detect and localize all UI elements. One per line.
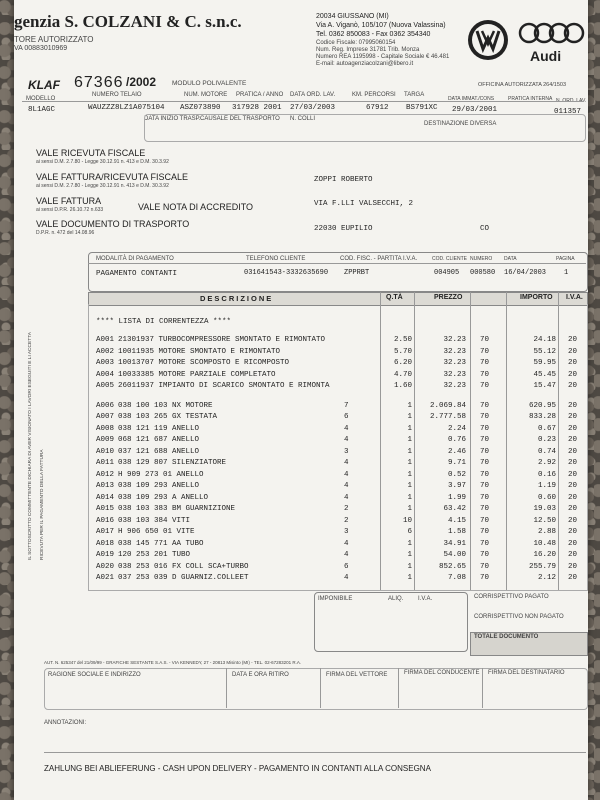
- cell-desc: 038 121 119 ANELLO: [118, 424, 200, 433]
- company-rea: Numero REA 1195998 - Capitale Sociale € 46.481: [316, 54, 450, 60]
- cell-code: A018: [96, 539, 115, 548]
- cell-p: 9.71: [447, 459, 466, 467]
- cell-desc: 037 121 688 ANELLO: [118, 447, 200, 456]
- table-row: [14, 517, 588, 527]
- cell-code: A004: [96, 370, 115, 379]
- cell-imp: 59.95: [533, 359, 556, 367]
- label-telaio: NUMERO TELAIO: [92, 92, 142, 98]
- payment-divider: [88, 263, 586, 264]
- label-ord-lav: N. ORD. LAV.: [556, 98, 587, 104]
- cell-p: 34.91: [443, 539, 466, 548]
- table-row: [14, 471, 588, 481]
- cell-q: 1: [407, 493, 412, 502]
- cell-d: 70: [480, 382, 490, 390]
- cell-desc: 10011935 MOTORE SMONTATO E RIMONTATO: [118, 347, 281, 356]
- table-row: [14, 402, 588, 412]
- cell-iva: 20: [568, 347, 578, 356]
- label-aliquota: ALIQ.: [388, 596, 404, 602]
- label-data-ritiro: DATA E ORA RITIRO: [232, 672, 289, 678]
- label-data-ord: DATA ORD. LAV.: [290, 92, 336, 98]
- cell-code: A005: [96, 382, 115, 390]
- label-modello: MODELLO: [26, 96, 56, 102]
- value-modalita-pagamento: PAGAMENTO CONTANTI: [96, 270, 178, 278]
- doc-type-ricevuta: VALE RICEVUTA FISCALE: [36, 148, 146, 158]
- cell-imp: 0.60: [537, 493, 556, 502]
- label-totale-documento: TOTALE DOCUMENTO: [474, 634, 539, 640]
- cell-n: 3: [344, 447, 349, 456]
- cell-d: 70: [480, 562, 490, 571]
- cell-iva: 20: [568, 436, 578, 444]
- cell-imp: 15.47: [533, 382, 556, 390]
- value-numero: 000580: [470, 269, 496, 277]
- cell-imp: 620.95: [528, 401, 556, 410]
- modulo-label: MODULO POLIVALENTE: [172, 80, 247, 87]
- cell-code: A011: [96, 459, 115, 467]
- value-telefono-cliente: 031641543-3332635690: [244, 269, 329, 277]
- label-ragione-sociale: RAGIONE SOCIALE E INDIRIZZO: [48, 672, 141, 678]
- cell-q: 10: [402, 516, 412, 525]
- cell-q: 1: [407, 459, 412, 467]
- table-row: [14, 540, 588, 550]
- cell-iva: 20: [568, 562, 578, 571]
- table-row: [14, 413, 588, 423]
- table-row: [14, 336, 588, 346]
- cell-d: 70: [480, 413, 490, 421]
- annotazioni-line: [44, 752, 586, 753]
- cell-code: A007: [96, 413, 115, 421]
- cell-n: 2: [344, 516, 349, 525]
- cell-iva: 20: [568, 551, 578, 559]
- cell-code: A003: [96, 359, 115, 367]
- cell-iva: 20: [568, 447, 578, 456]
- cell-n: 4: [344, 470, 349, 479]
- col-descrizione: DESCRIZIONE: [200, 294, 274, 303]
- cell-d: 70: [480, 424, 490, 433]
- cell-iva: 20: [568, 539, 578, 548]
- audi-wordmark: Audi: [530, 48, 562, 64]
- cell-n: 4: [344, 493, 349, 502]
- cell-imp: 0.23: [537, 436, 556, 444]
- label-corrispettivo-pagato: CORRISPETTIVO PAGATO: [474, 594, 549, 600]
- footer-sep-2: [320, 668, 321, 708]
- cell-imp: 10.48: [533, 539, 556, 548]
- label-causale: CAUSALE DEL TRASPORTO: [200, 116, 280, 122]
- doc-type-fattura-ricevuta: VALE FATTURA/RICEVUTA FISCALE: [36, 172, 189, 182]
- cell-desc: 038 145 771 AA TUBO: [118, 539, 204, 548]
- cell-p: 1.58: [447, 528, 466, 536]
- table-row: [14, 371, 588, 381]
- label-targa: TARGA: [404, 92, 425, 98]
- value-motore: ASZ073890: [180, 104, 221, 112]
- cell-imp: 12.50: [533, 516, 556, 525]
- value-telaio: WAUZZZ8LZ1A075104: [88, 104, 165, 112]
- cell-code: A008: [96, 424, 115, 433]
- cell-q: 1: [407, 551, 412, 559]
- col-importo: IMPORTO: [520, 294, 553, 301]
- klaf-label: KLAF: [28, 78, 60, 92]
- table-row: [14, 425, 588, 435]
- cell-q: 1: [407, 505, 412, 513]
- cell-code: A012: [96, 470, 115, 479]
- footer-sep-3: [398, 668, 399, 708]
- cell-iva: 20: [568, 516, 578, 525]
- cell-n: 4: [344, 539, 349, 548]
- cell-imp: 2.12: [537, 574, 556, 582]
- value-modello: 8L1AGC: [28, 106, 56, 114]
- cell-d: 70: [480, 493, 490, 502]
- table-row: [14, 448, 588, 458]
- company-name: genzia S. COLZANI & C. s.n.c.: [14, 12, 242, 31]
- cell-d: 70: [480, 505, 490, 513]
- label-pagina: PAGINA: [556, 256, 575, 262]
- company-vat: VA 00883010969: [14, 45, 68, 52]
- cell-desc: 038 103 383 BM GUARNIZIONE: [118, 505, 236, 513]
- cell-p: 2.777.58: [429, 413, 466, 421]
- table-row: [14, 436, 588, 446]
- label-km: KM. PERCORSI: [352, 92, 396, 98]
- cell-desc: 10013707 MOTORE SCOMPOSTO E RICOMPOSTO: [118, 359, 290, 367]
- company-addr1: 20034 GIUSSANO (MI): [316, 13, 389, 20]
- cell-iva: 20: [568, 482, 578, 490]
- officina-label: OFFICINA AUTORIZZATA 264/1503: [478, 82, 567, 88]
- company-cf: Codice Fiscale: 07995060154: [316, 40, 396, 46]
- cell-q: 1: [407, 424, 412, 433]
- cell-desc: 26011937 IMPIANTO DI SCARICO SMONTATO E RIMONTA: [118, 382, 330, 390]
- cell-n: 4: [344, 424, 349, 433]
- cell-imp: 16.20: [533, 551, 556, 559]
- cell-code: A014: [96, 493, 115, 502]
- customer-city: 22030 EUPILIO: [314, 225, 373, 233]
- company-addr2: Via A. Viganò, 105/107 (Nuova Valassina): [316, 22, 446, 29]
- transport-box: [144, 114, 586, 142]
- list-title: **** LISTA DI CORRENTEZZA ****: [96, 318, 232, 326]
- cell-iva: 20: [568, 459, 578, 467]
- cell-n: 4: [344, 436, 349, 444]
- cell-iva: 20: [568, 359, 578, 367]
- cell-desc: 10033385 MOTORE PARZIALE COMPLETATO: [118, 370, 276, 379]
- company-tel: Tel. 0362 850083 - Fax 0362 354340: [316, 31, 431, 38]
- label-telefono-cliente: TELEFONO CLIENTE: [246, 256, 306, 262]
- cell-d: 70: [480, 459, 490, 467]
- printer-note: AUT. N. 625347 del 21/09/99 - GRAFICHE SESTANTE S.A.S. - VIA KENNEDY, 27 - 20813 Misinto (MI) - TEL. 02-67283201 R.A.: [44, 660, 302, 665]
- label-totale-iva: I.V.A.: [418, 596, 433, 602]
- company-subtitle: TORE AUTORIZZATO: [14, 35, 94, 44]
- cell-desc: 038 253 016 FX COLL SCA+TURBO: [118, 562, 249, 571]
- cell-imp: 55.12: [533, 347, 556, 356]
- cell-code: A009: [96, 436, 115, 444]
- cell-n: 4: [344, 574, 349, 582]
- value-targa: BS791XC: [406, 104, 438, 112]
- value-data-immat: 29/03/2001: [452, 106, 498, 114]
- cell-iva: 20: [568, 413, 578, 421]
- doc-type-fattura: VALE FATTURA: [36, 196, 102, 206]
- cell-iva: 20: [568, 382, 578, 390]
- table-row: [14, 551, 588, 561]
- cell-iva: 20: [568, 401, 578, 410]
- cell-d: 70: [480, 401, 490, 410]
- cell-iva: 20: [568, 470, 578, 479]
- table-row: [14, 459, 588, 469]
- label-corrispettivo-non-pagato: CORRISPETTIVO NON PAGATO: [474, 614, 564, 620]
- cell-d: 70: [480, 447, 490, 456]
- cell-p: 32.23: [443, 370, 466, 379]
- label-codice-fiscale: COD. FISC. - PARTITA I.V.A.: [340, 256, 418, 262]
- cell-imp: 45.45: [533, 370, 556, 379]
- cell-q: 1: [407, 562, 412, 571]
- cell-q: 4.70: [393, 370, 412, 379]
- table-row: [14, 528, 588, 538]
- cell-desc: 038 103 384 VITI: [118, 516, 191, 525]
- label-colli: N. COLLI: [290, 116, 316, 122]
- cell-q: 1.60: [393, 382, 412, 390]
- cell-imp: 24.18: [533, 336, 556, 344]
- cell-desc: 038 109 293 A ANELLO: [118, 493, 209, 502]
- cell-code: A017: [96, 528, 115, 536]
- cell-d: 70: [480, 528, 490, 536]
- cell-q: 1: [407, 413, 412, 421]
- table-row: [14, 505, 588, 515]
- cell-p: 32.23: [443, 336, 466, 344]
- cell-q: 6.20: [393, 359, 412, 367]
- value-pagina: 1: [564, 269, 569, 277]
- cell-desc: 038 100 103 NX MOTORE: [118, 401, 213, 410]
- cell-iva: 20: [568, 424, 578, 433]
- cell-q: 1: [407, 401, 412, 410]
- table-row: [14, 482, 588, 492]
- cell-p: 852.65: [438, 562, 466, 571]
- customer-province: CO: [480, 225, 490, 233]
- cell-n: 7: [344, 401, 349, 410]
- cell-imp: 1.19: [537, 482, 556, 490]
- cell-p: 7.08: [447, 574, 466, 582]
- cell-p: 2.46: [447, 447, 466, 456]
- cell-code: A019: [96, 551, 115, 559]
- table-row: [14, 348, 588, 358]
- document-number: 67366: [74, 74, 124, 91]
- label-firma-vettore: FIRMA DEL VETTORE: [326, 672, 388, 678]
- cell-imp: 833.28: [528, 413, 556, 421]
- cell-iva: 20: [568, 574, 578, 582]
- cell-d: 70: [480, 336, 490, 344]
- label-firma-destinatario: FIRMA DEL DESTINATARIO: [488, 670, 565, 676]
- doc-type-fattura-ricevuta-note: ai sensi D.M. 2.7.80 - Legge 30.12.91 n. 413 e D.M. 30.3.92: [36, 183, 169, 189]
- cell-n: 6: [344, 413, 349, 421]
- cell-q: 1: [407, 574, 412, 582]
- side-declaration-2: RICEVUTA PER IL PAGAMENTO DELLA FATTURA: [40, 449, 45, 560]
- cell-d: 70: [480, 574, 490, 582]
- cell-imp: 19.03: [533, 505, 556, 513]
- label-cod-cliente: COD. CLIENTE: [432, 256, 468, 262]
- table-row: [14, 494, 588, 504]
- cell-p: 2.24: [447, 424, 466, 433]
- cell-n: 3: [344, 528, 349, 536]
- cell-q: 1: [407, 436, 412, 444]
- table-row: [14, 382, 588, 392]
- cell-desc: H 909 273 01 ANELLO: [118, 470, 204, 479]
- cell-n: 4: [344, 551, 349, 559]
- cell-d: 70: [480, 516, 490, 525]
- cell-p: 32.23: [443, 359, 466, 367]
- doc-type-ricevuta-note: ai sensi D.M. 2.7.80 - Legge 30.12.91 n. 413 e D.M. 30.3.92: [36, 159, 169, 165]
- cell-desc: 037 253 039 D GUARNIZ.COLLEET: [118, 574, 249, 582]
- cell-code: A020: [96, 562, 115, 571]
- label-data: DATA: [504, 256, 517, 262]
- label-destinazione: DESTINAZIONE DIVERSA: [424, 121, 497, 127]
- cell-p: 63.42: [443, 505, 466, 513]
- doc-type-fattura-note: ai sensi D.P.R. 26.10.72 n.633: [36, 207, 104, 213]
- cell-q: 2.50: [393, 336, 412, 344]
- cell-desc: 068 121 687 ANELLO: [118, 436, 200, 444]
- cell-p: 0.52: [447, 470, 466, 479]
- col-prezzo: PREZZO: [434, 294, 463, 301]
- cell-n: 4: [344, 482, 349, 490]
- cell-d: 70: [480, 359, 490, 367]
- cell-n: 4: [344, 459, 349, 467]
- cash-on-delivery-note: ZAHLUNG BEI ABLIEFERUNG - CASH UPON DELIVERY - PAGAMENTO IN CONTANTI ALLA CONSEGNA: [44, 764, 431, 773]
- label-data-inizio-trasp: DATA INIZIO TRASP.: [144, 116, 201, 122]
- cell-p: 4.15: [447, 516, 466, 525]
- cell-code: A002: [96, 347, 115, 356]
- cell-d: 70: [480, 470, 490, 479]
- cell-q: 1: [407, 447, 412, 456]
- cell-d: 70: [480, 482, 490, 490]
- label-pratica: PRATICA / ANNO: [236, 92, 284, 98]
- cell-imp: 2.92: [537, 459, 556, 467]
- footer-sep-1: [226, 668, 227, 708]
- label-numero: NUMERO: [470, 256, 493, 262]
- cell-p: 32.23: [443, 382, 466, 390]
- col-qta: Q.TÀ: [386, 294, 403, 301]
- cell-desc: 038 103 265 GX TESTATA: [118, 413, 218, 421]
- customer-street: VIA F.LLI VALSECCHI, 2: [314, 200, 414, 208]
- cell-desc: 21301937 TURBOCOMPRESSORE SMONTATO E RIMONTATO: [118, 336, 326, 344]
- cell-desc: 038 129 807 SILENZIATORE: [118, 459, 227, 467]
- cell-q: 1: [407, 539, 412, 548]
- label-data-immat: DATA IMMAT./CONS: [448, 96, 495, 102]
- value-data-ord: 27/03/2003: [290, 104, 336, 112]
- cell-p: 32.23: [443, 347, 466, 356]
- cell-q: 5.70: [393, 347, 412, 356]
- cell-p: 54.00: [443, 551, 466, 559]
- cell-d: 70: [480, 551, 490, 559]
- value-ord-lav-num: 011357: [554, 108, 582, 116]
- invoice-sheet: [14, 0, 588, 800]
- cell-p: 3.97: [447, 482, 466, 490]
- cell-code: A015: [96, 505, 115, 513]
- cell-d: 70: [480, 347, 490, 356]
- value-km: 67912: [366, 104, 389, 112]
- cell-q: 1: [407, 482, 412, 490]
- value-cod-cliente: 004905: [434, 269, 460, 277]
- cell-p: 0.76: [447, 436, 466, 444]
- label-firma-conducente: FIRMA DEL CONDUCENTE: [404, 670, 480, 676]
- label-modalita-pagamento: MODALITÀ DI PAGAMENTO: [96, 256, 174, 262]
- cell-n: 6: [344, 562, 349, 571]
- cell-d: 70: [480, 370, 490, 379]
- value-pratica: 317928 2001: [232, 104, 282, 112]
- doc-type-trasporto: VALE DOCUMENTO DI TRASPORTO: [36, 219, 190, 229]
- cell-imp: 0.67: [537, 424, 556, 433]
- label-imponibile: IMPONIBILE: [318, 596, 353, 602]
- header-divider: [22, 101, 584, 102]
- footer-sep-4: [482, 668, 483, 708]
- table-row: [14, 359, 588, 369]
- company-email: E-mail: autoagenziacolzani@libero.it: [316, 61, 414, 67]
- cell-desc: 038 109 293 ANELLO: [118, 482, 200, 490]
- cell-n: 2: [344, 505, 349, 513]
- cell-iva: 20: [568, 370, 578, 379]
- table-row: [14, 563, 588, 573]
- cell-code: A013: [96, 482, 115, 490]
- side-declaration: IL SOTTOSCRITTO COMMITTENTE DICHIARA DI AVER VISIONATO I LAVORI ESEGUITI E LI ACCETTA: [28, 332, 33, 560]
- cell-q: 1: [407, 470, 412, 479]
- cell-imp: 2.88: [537, 528, 556, 536]
- cell-iva: 20: [568, 528, 578, 536]
- cell-d: 70: [480, 539, 490, 548]
- cell-q: 6: [407, 528, 412, 536]
- cell-imp: 0.74: [537, 447, 556, 456]
- cell-iva: 20: [568, 336, 578, 344]
- cell-d: 70: [480, 436, 490, 444]
- cell-imp: 255.79: [528, 562, 556, 571]
- table-row: [14, 574, 588, 584]
- doc-type-trasporto-note: D.P.R. n. 472 del 14.08.96: [36, 230, 95, 236]
- cell-code: A010: [96, 447, 115, 456]
- cell-code: A006: [96, 401, 115, 410]
- cell-desc: 120 253 201 TUBO: [118, 551, 191, 559]
- label-motore: NUM. MOTORE: [184, 92, 228, 98]
- vw-logo-icon: [466, 18, 510, 62]
- value-codice-fiscale: ZPPRBT: [344, 269, 370, 277]
- cell-p: 1.99: [447, 493, 466, 502]
- col-iva: I.V.A.: [566, 294, 583, 301]
- cell-iva: 20: [568, 505, 578, 513]
- cell-iva: 20: [568, 493, 578, 502]
- document-year: /2002: [126, 75, 157, 89]
- value-data: 16/04/2003: [504, 269, 547, 277]
- cell-imp: 0.16: [537, 470, 556, 479]
- label-pratica-interna: PRATICA INTERNA: [508, 96, 553, 102]
- company-reg: Num. Reg. Imprese 31781 Trib. Monza: [316, 47, 420, 53]
- doc-type-nota-accredito: VALE NOTA DI ACCREDITO: [138, 202, 254, 212]
- cell-code: A021: [96, 574, 115, 582]
- cell-code: A016: [96, 516, 115, 525]
- cell-p: 2.069.84: [429, 401, 466, 410]
- customer-name: ZOPPI ROBERTO: [314, 176, 373, 184]
- audi-rings-icon: [518, 22, 586, 44]
- cell-desc: H 906 650 01 VITE: [118, 528, 195, 536]
- cell-code: A001: [96, 336, 115, 344]
- label-annotazioni: ANNOTAZIONI:: [44, 720, 87, 726]
